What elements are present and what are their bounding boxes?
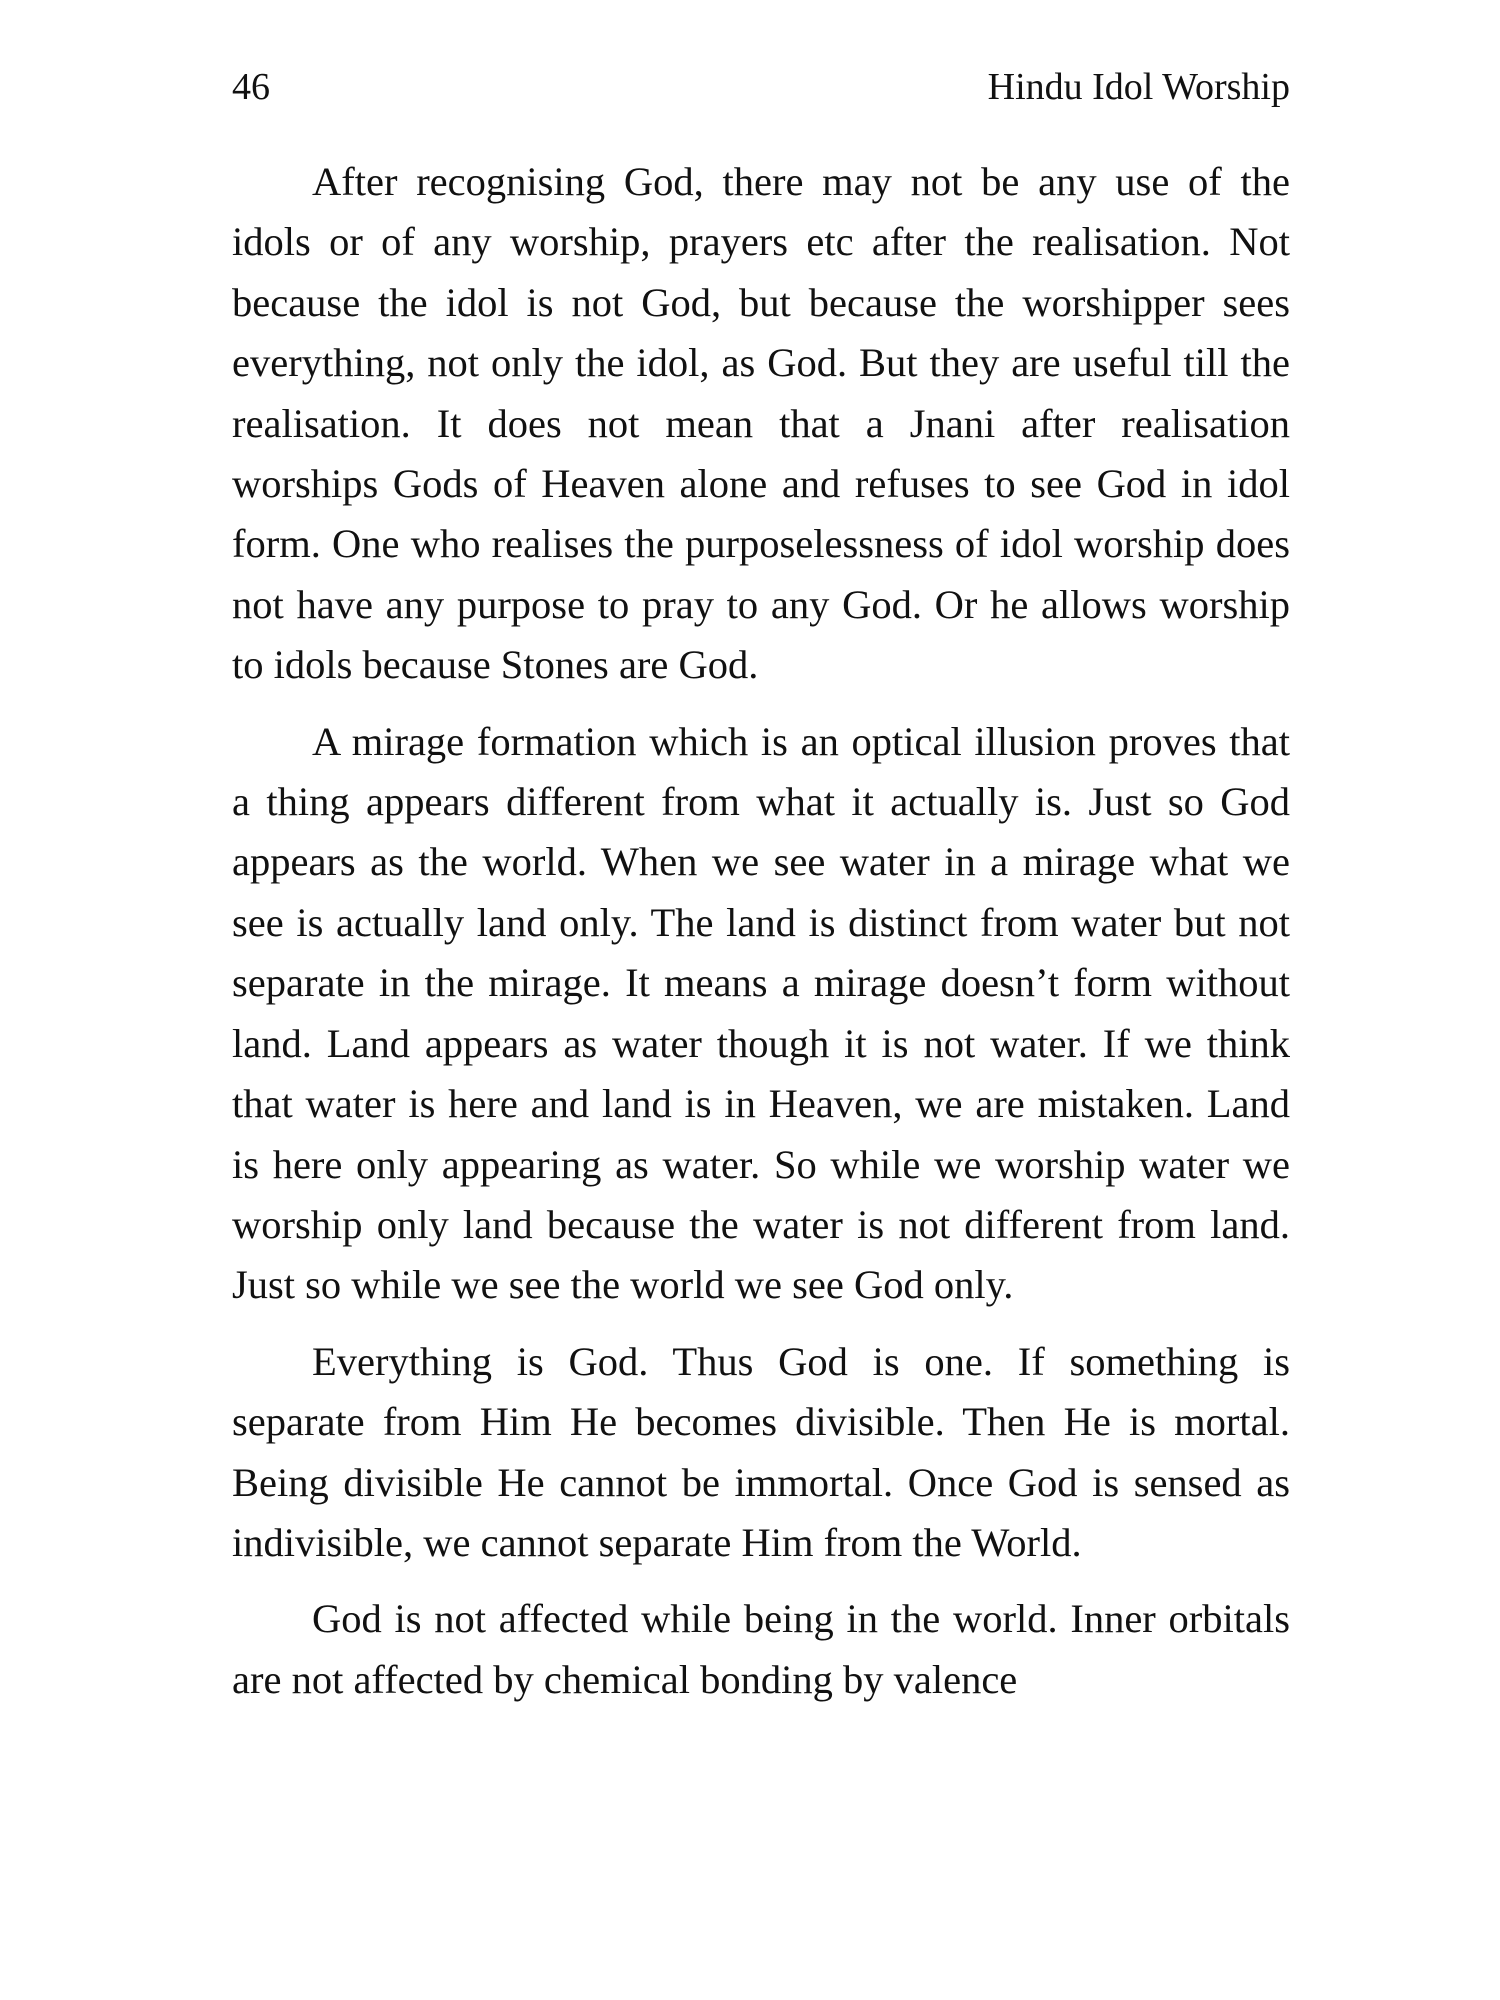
paragraph: God is not affected while being in the world. Inner orbitals are not affected by chemical bonding by valence [232, 1596, 1290, 1702]
paragraph: After recognising God, there may not be any use of the idols or of any worship, prayers etc after the realisation. Not because the idol is not God, but because the worshipper sees everything, not only the idol, as God. But they are useful till the realisation. It does not mean that a Jnani after realisation worships Gods of Heaven alone and refuses to see God in idol form. One who realises the purposelessness of idol worship does not have any purpose to pray to any God. Or he allows worship to idols because Stones are God. [232, 159, 1290, 688]
page-number: 46 [232, 66, 270, 108]
running-header [232, 62, 1290, 112]
paragraph: Everything is God. Thus God is one. If something is separate from Him He becomes divisible. Then He is mortal. Being divisible He cannot be immortal. Once God is sensed as indivisible, we cannot separate Him from the World. [232, 1338, 1290, 1565]
body-text [232, 152, 1290, 1710]
paragraph: A mirage formation which is an optical illusion proves that a thing appears different from what it actually is. Just so God appears as the world. When we see water in a mirage what we see is actually land only. The land is distinct from water but not separate in the mirage. It means a mirage doesn’t form without land. Land appears as water though it is not water. If we think that water is here and land is in Heaven, we are mistaken. Land is here only appearing as water. So while we worship water we worship only land because the water is not different from land. Just so while we see the world we see God only. [232, 718, 1290, 1308]
book-title: Hindu Idol Worship [987, 66, 1290, 108]
